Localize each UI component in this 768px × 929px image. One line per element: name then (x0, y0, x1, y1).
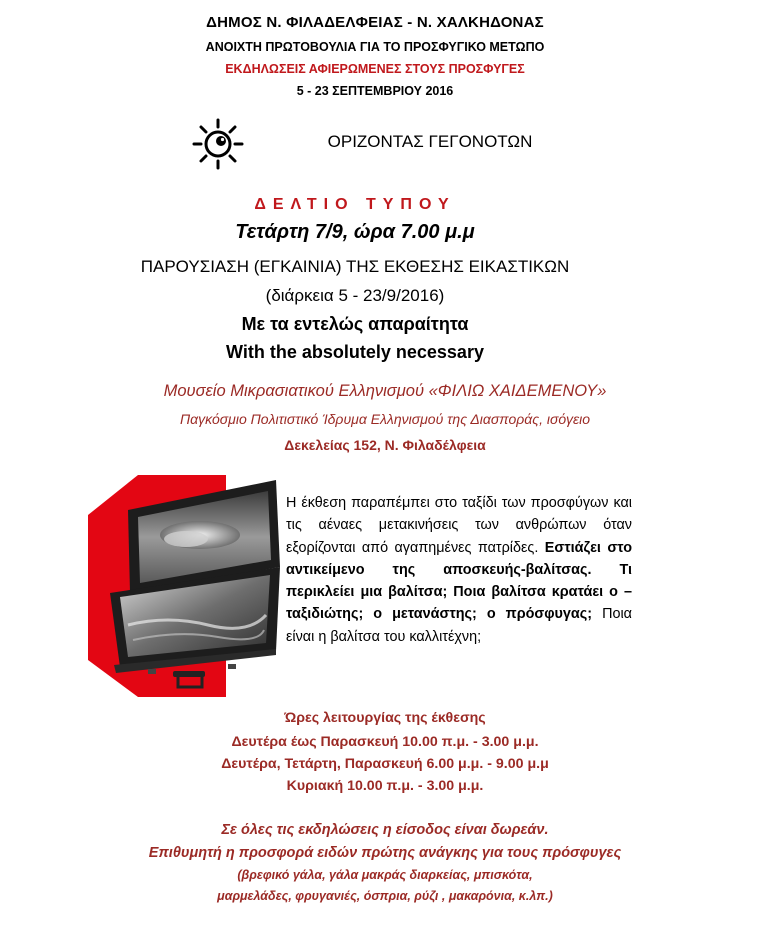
sun-eye-icon (192, 118, 244, 170)
exhibition-description (286, 492, 632, 648)
exhibition-presentation: ΠΑΡΟΥΣΙΑΣΗ (ΕΓΚΑΙΝΙΑ) ΤΗΣ ΕΚΘΕΣΗΣ ΕΙΚΑΣΤΙΚΩΝ (140, 257, 570, 276)
opening-hours-line: Κυριακή 10.00 π.μ. - 3.00 μ.μ. (286, 778, 484, 794)
exhibition-duration: (διάρκεια 5 - 23/9/2016) (265, 286, 445, 305)
events-heading: ΕΚΔΗΛΩΣΕΙΣ ΑΦΙΕΡΩΜΕΝΕΣ ΣΤΟΥΣ ΠΡΟΣΦΥΓΕΣ (225, 62, 525, 76)
event-date-time: Τετάρτη 7/9, ώρα 7.00 μ.μ (235, 221, 475, 243)
museum-name: Μουσείο Μικρασιατικού Ελληνισμού «ΦΙΛΙΩ ΧΑΙΔΕΜΕΝΟΥ» (163, 382, 607, 400)
exhibition-title-greek: Με τα εντελώς απαραίτητα (241, 314, 469, 334)
municipality-heading: ΔΗΜΟΣ Ν. ΦΙΛΑΔΕΛΦΕΙΑΣ - Ν. ΧΑΛΚΗΔΟΝΑΣ (206, 14, 544, 31)
press-release-title: ΔΕΛΤΙΟ ΤΥΠΟΥ (254, 196, 456, 213)
logo-text: ΟΡΙΖΟΝΤΑΣ ΓΕΓΟΝΟΤΩΝ (327, 132, 533, 151)
foundation-name: Παγκόσμιο Πολιτιστικό Ίδρυμα Ελληνισμού της Διασποράς, ισόγειο (180, 411, 590, 427)
opening-hours-line: Δευτέρα έως Παρασκευή 10.00 π.μ. - 3.00 μ.μ. (231, 734, 539, 750)
venue-address: Δεκελείας 152, Ν. Φιλαδέλφεια (284, 437, 486, 453)
exhibition-title-english: With the absolutely necessary (226, 342, 484, 362)
suitcase-image (88, 475, 283, 697)
donation-items: (βρεφικό γάλα, γάλα μακράς διαρκείας, μπισκότα, (237, 868, 533, 882)
donation-note: Επιθυμητή η προσφορά ειδών πρώτης ανάγκης για τους πρόσφυγες (148, 845, 622, 861)
description-intro: Η έκθεση παραπέμπει στο ταξίδι των προσφύγων και τις αέναες μετακινήσεις των ανθρώπων όταν εξορίζονται από αγαπημένες πατρίδες. (286, 495, 632, 556)
free-entry-note: Σε όλες τις εκδηλώσεις η είσοδος είναι δωρεάν. (221, 822, 549, 838)
dates-heading: 5 - 23 ΣΕΠΤΕΜΒΡΙΟΥ 2016 (296, 84, 454, 98)
opening-hours-line: Δευτέρα, Τετάρτη, Παρασκευή 6.00 μ.μ. - 9.00 μ.μ (221, 756, 549, 772)
donation-items: μαρμελάδες, φρυγανιές, όσπρια, ρύζι , μακαρόνια, κ.λπ.) (217, 889, 553, 903)
initiative-heading: ΑΝΟΙΧΤΗ ΠΡΩΤΟΒΟΥΛΙΑ ΓΙΑ ΤΟ ΠΡΟΣΦΥΓΙΚΟ ΜΕΤΩΠΟ (205, 40, 545, 54)
description-question: Ποια είναι η βαλίτσα του καλλιτέχνη; (286, 606, 632, 645)
description-focus: Εστιάζει στο αντικείμενο της αποσκευής-βαλίτσας. Τι περικλείει μια βαλίτσα; Ποια βαλίτσα κρατάει ο – ταξιδιώτης; ο μετανάστης; ο πρόσφυγας; (286, 539, 632, 623)
opening-hours-title: Ώρες λειτουργίας της έκθεσης (284, 710, 486, 726)
